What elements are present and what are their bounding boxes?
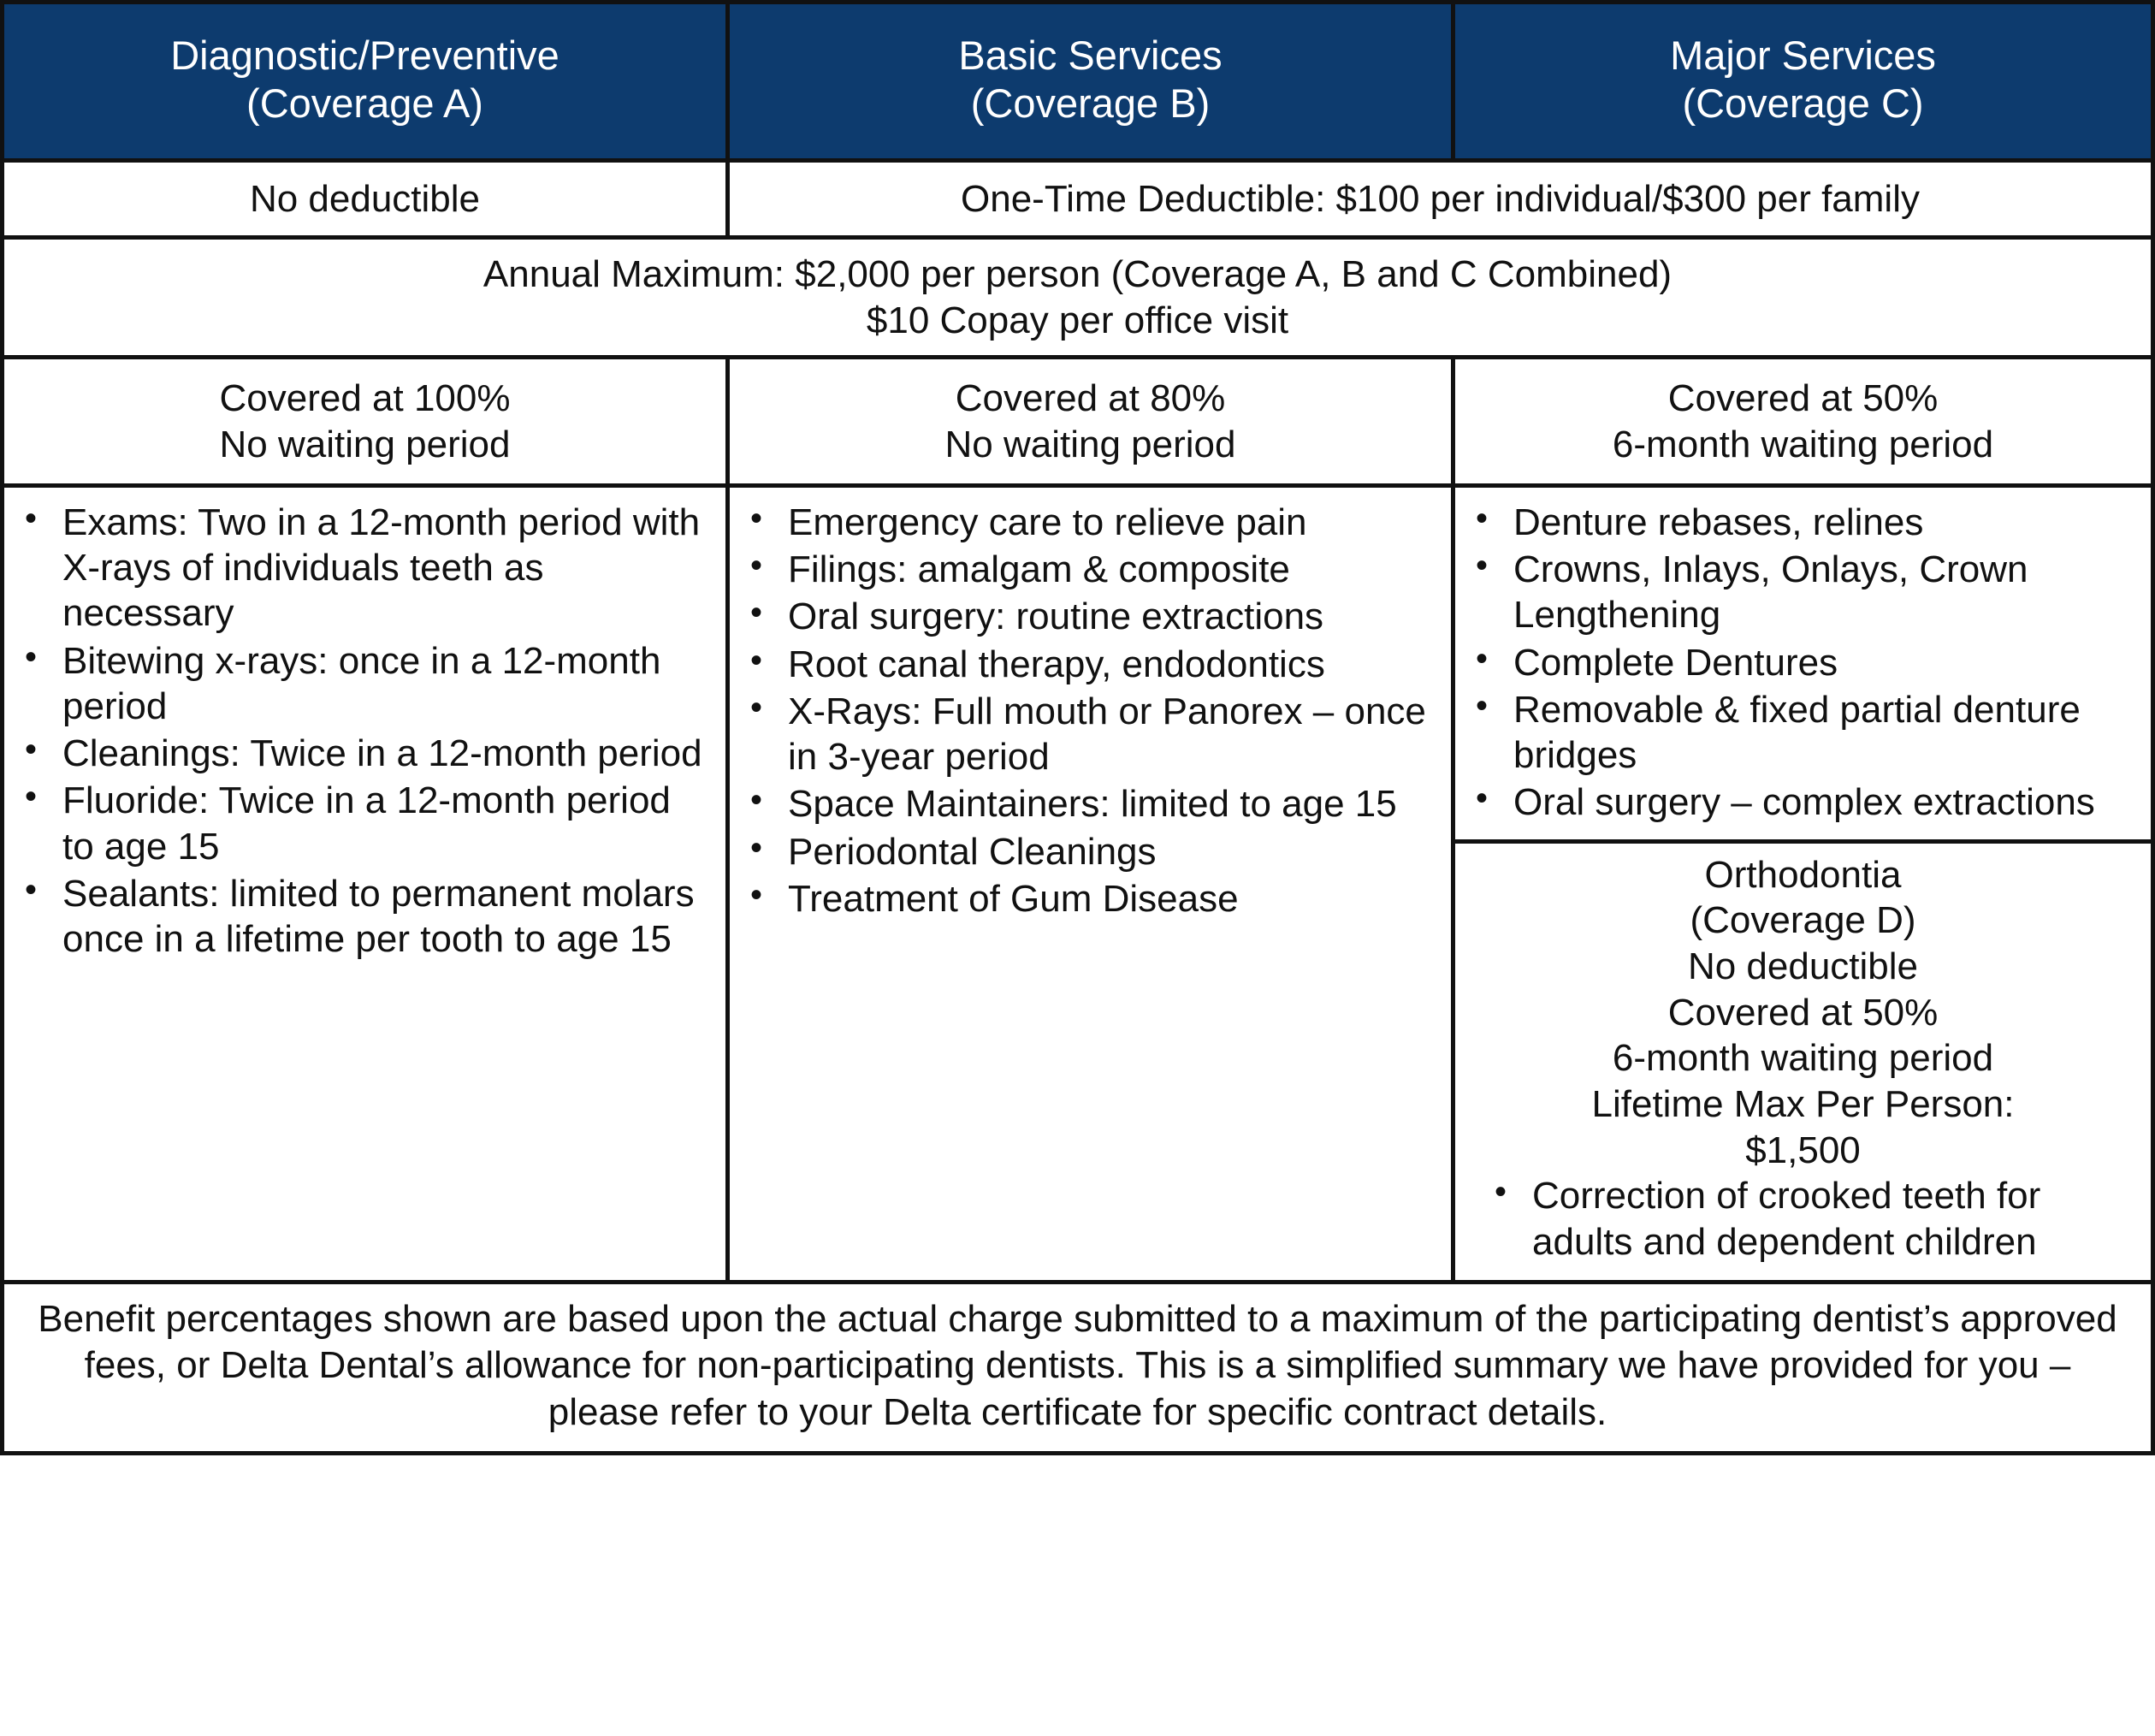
list-item: • Denture rebases, relines [1505, 500, 2135, 545]
header-coverage-c-line1: Major Services [1670, 32, 1936, 78]
header-coverage-b [730, 4, 1455, 158]
deductible-coverage-a: No deductible [4, 163, 730, 235]
orthodontia-box [1455, 839, 2151, 1280]
header-coverage-c [1455, 4, 2151, 158]
coverage-percent-row [4, 359, 2151, 488]
list-item: • X-Rays: Full mouth or Panorex – once in 3-year period [779, 689, 1436, 779]
list-item: • Exams: Two in a 12-month period with X-rays of individuals teeth as necessary [54, 500, 710, 637]
header-coverage-c-line2: (Coverage C) [1682, 80, 1924, 126]
list-item: • Oral surgery – complex extractions [1505, 779, 2135, 825]
table-header-row [4, 4, 2151, 163]
coverage-c-list [1455, 488, 2151, 839]
services-column-b [730, 488, 1455, 1280]
coverage-percent-b-line2: No waiting period [944, 423, 1236, 465]
services-column-a [4, 488, 730, 1280]
orthodontia-line-3: No deductible [1687, 945, 1919, 987]
list-item: • Correction of crooked teeth for adults and dependent children [1524, 1173, 2137, 1264]
coverage-percent-b-line1: Covered at 80% [955, 376, 1226, 419]
list-item: • Space Maintainers: limited to age 15 [779, 781, 1436, 827]
deductible-coverage-bc: One-Time Deductible: $100 per individual/$300 per family [961, 177, 1920, 220]
coverage-percent-c [1455, 359, 2151, 483]
coverage-b-list [730, 488, 1451, 935]
coverage-percent-a [4, 359, 730, 483]
list-item: • Bitewing x-rays: once in a 12-month period [54, 638, 710, 729]
list-item: • Root canal therapy, endodontics [779, 642, 1436, 687]
orthodontia-line-5: 6-month waiting period [1612, 1037, 1994, 1080]
annual-maximum-line2: $10 Copay per office visit [866, 299, 1289, 341]
orthodontia-line-1: Orthodontia [1704, 853, 1902, 896]
header-coverage-a-line2: (Coverage A) [246, 80, 483, 126]
list-item: • Removable & fixed partial denture bridges [1505, 687, 2135, 778]
list-item: • Complete Dentures [1505, 640, 2135, 685]
orthodontia-line-7: $1,500 [1745, 1129, 1861, 1171]
annual-maximum-cell [4, 240, 2151, 355]
list-item: • Oral surgery: routine extractions [779, 594, 1436, 639]
coverage-percent-a-line1: Covered at 100% [219, 376, 511, 419]
header-coverage-b-line2: (Coverage B) [970, 80, 1211, 126]
list-item: • Fluoride: Twice in a 12-month period to age 15 [54, 778, 710, 868]
coverage-percent-b [730, 359, 1455, 483]
orthodontia-list [1469, 1173, 2137, 1264]
coverage-percent-a-line2: No waiting period [219, 423, 511, 465]
services-column-c [1455, 488, 2151, 1280]
list-item: • Sealants: limited to permanent molars once in a lifetime per tooth to age 15 [54, 871, 710, 962]
annual-maximum-row [4, 240, 2151, 359]
list-item: • Emergency care to relieve pain [779, 500, 1436, 545]
orthodontia-line-4: Covered at 50% [1667, 991, 1939, 1034]
list-item: • Cleanings: Twice in a 12-month period [54, 731, 710, 776]
footnote-text: Benefit percentages shown are based upon the actual charge submitted to a maximum of the participating dentist’s approved fees, or Delta Dental’s allowance for non-participating dentists. This is a simplified summary we have provided for you – please refer to your Delta certificate for specific contract details. [38, 1297, 2117, 1433]
list-item: • Filings: amalgam & composite [779, 547, 1436, 592]
coverage-percent-c-line2: 6-month waiting period [1612, 423, 1994, 465]
deductible-row [4, 163, 2151, 240]
header-coverage-b-line1: Basic Services [958, 32, 1223, 78]
annual-maximum-line1: Annual Maximum: $2,000 per person (Coverage A, B and C Combined) [483, 252, 1672, 295]
orthodontia-line-2: (Coverage D) [1690, 899, 1916, 942]
services-lists-row [4, 488, 2151, 1284]
coverage-a-list [4, 488, 725, 975]
bottom-spacer [0, 1455, 2155, 1467]
orthodontia-line-6: Lifetime Max Per Person: [1591, 1083, 2015, 1125]
list-item: • Treatment of Gum Disease [779, 876, 1436, 921]
footnote-row [4, 1284, 2151, 1452]
list-item: • Periodontal Cleanings [779, 829, 1436, 874]
list-item: • Crowns, Inlays, Onlays, Crown Lengthening [1505, 547, 2135, 637]
header-coverage-a [4, 4, 730, 158]
header-coverage-a-line1: Diagnostic/Preventive [170, 32, 559, 78]
coverage-percent-c-line1: Covered at 50% [1667, 376, 1939, 419]
